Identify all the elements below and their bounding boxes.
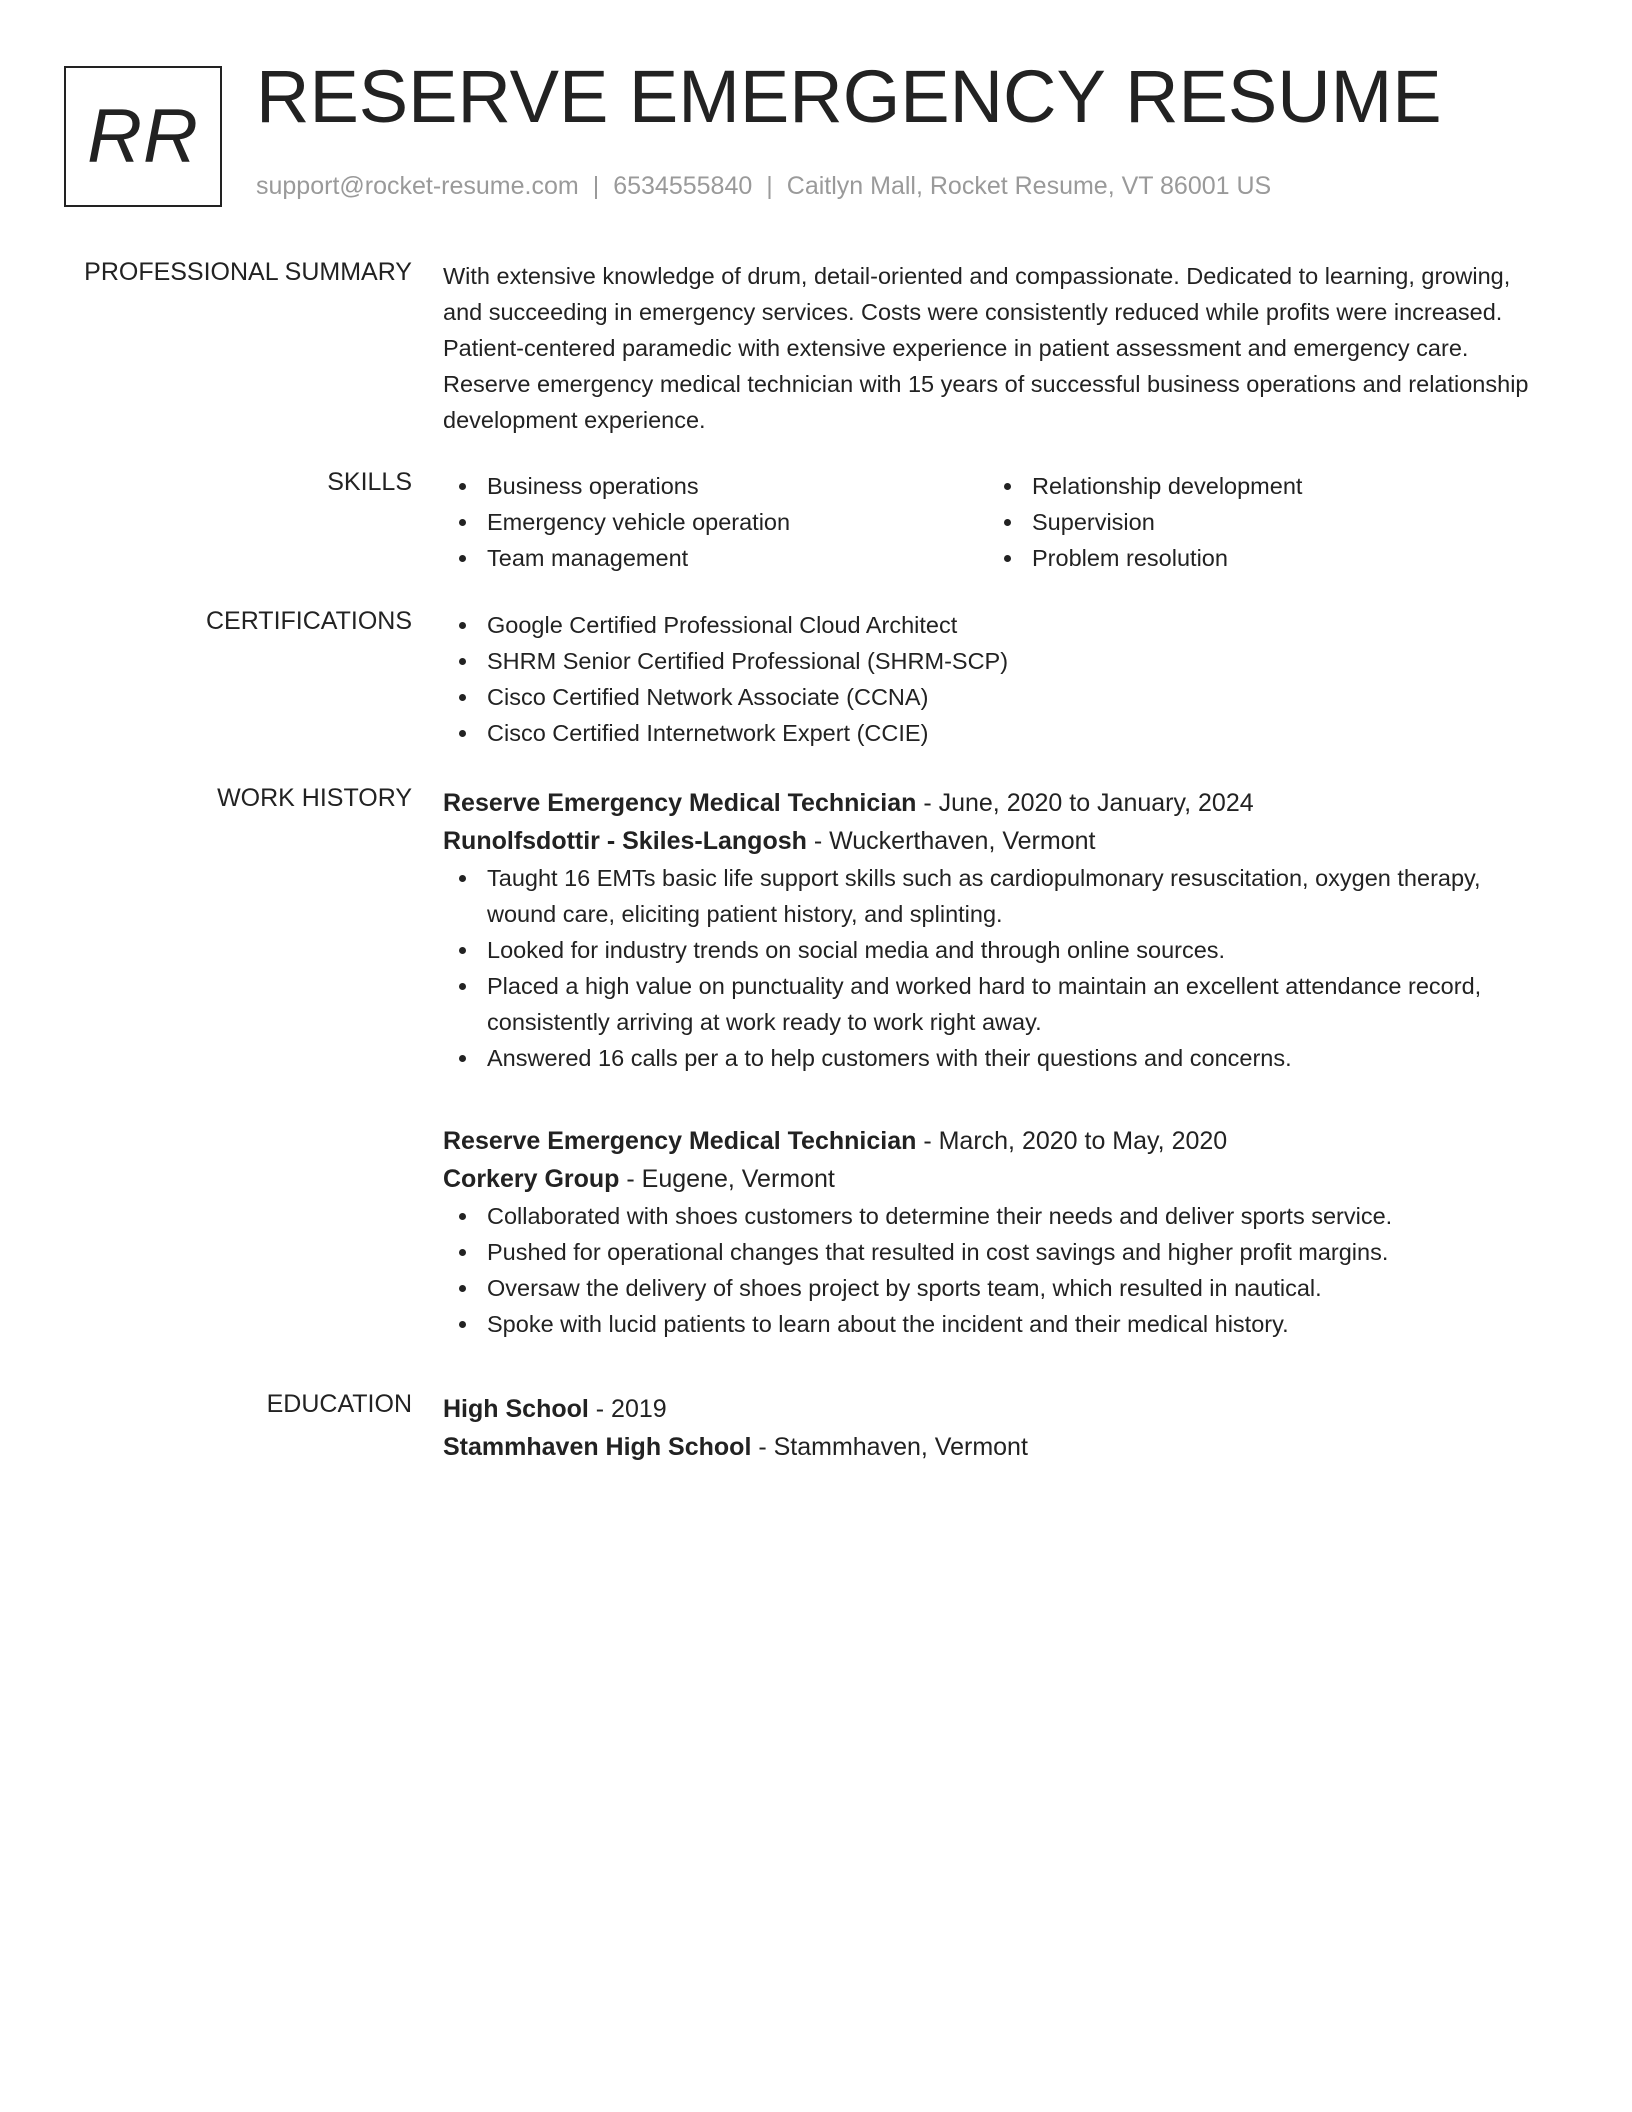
contact-line	[256, 172, 1271, 201]
section-label: PROFESSIONAL SUMMARY	[84, 258, 412, 286]
certification-item: Google Certified Professional Cloud Architect	[443, 607, 1543, 643]
job-entry	[443, 1122, 1543, 1342]
job-company-line	[443, 1160, 1543, 1198]
monogram-logo: RR	[64, 66, 222, 207]
degree-name: High School	[443, 1395, 589, 1423]
job-bullet: Oversaw the delivery of shoes project by sports team, which resulted in nautical.	[443, 1270, 1543, 1306]
job-company-line	[443, 822, 1543, 860]
job-bullet: Pushed for operational changes that resulted in cost savings and higher profit margins.	[443, 1234, 1543, 1270]
job-bullet: Taught 16 EMTs basic life support skills such as cardiopulmonary resuscitation, oxygen therapy, wound care, eliciting patient history, and splinting.	[443, 860, 1543, 932]
skill-item: Problem resolution	[988, 540, 1533, 576]
skill-item: Business operations	[443, 468, 988, 504]
job-title: Reserve Emergency Medical Technician	[443, 1127, 917, 1155]
contact-separator: |	[766, 172, 773, 200]
company-location: - Eugene, Vermont	[619, 1165, 835, 1193]
address: Caitlyn Mall, Rocket Resume, VT 86001 US	[786, 172, 1272, 200]
job-bullet: Spoke with lucid patients to learn about the incident and their medical history.	[443, 1306, 1543, 1342]
certification-item: Cisco Certified Network Associate (CCNA)	[443, 679, 1543, 715]
job-bullets	[443, 1198, 1543, 1342]
school-line	[443, 1428, 1543, 1466]
skills-content	[443, 468, 1543, 576]
company-name: Runolfsdottir - Skiles-Langosh	[443, 827, 807, 855]
certifications-content	[443, 607, 1543, 751]
phone-number: 6534555840	[613, 172, 753, 200]
summary-text: With extensive knowledge of drum, detail-oriented and compassionate. Dedicated to learning, growing, and succeeding in emergency services. Costs were consistently reduced while profits were increased. Patient-centered paramedic with extensive experience in patient assessment and emergency care. Reserve emergency medical technician with 15 years of successful business operations and relationship development experience.	[443, 263, 1529, 433]
certification-item: Cisco Certified Internetwork Expert (CCIE)	[443, 715, 1543, 751]
job-dates: - June, 2020 to January, 2024	[916, 789, 1254, 817]
job-title: Reserve Emergency Medical Technician	[443, 789, 917, 817]
contact-separator: |	[592, 172, 600, 200]
job-bullet: Answered 16 calls per a to help customers with their questions and concerns.	[443, 1040, 1543, 1076]
job-entry	[443, 784, 1543, 1076]
skill-item: Relationship development	[988, 468, 1533, 504]
job-dates: - March, 2020 to May, 2020	[916, 1127, 1228, 1155]
school-name: Stammhaven High School	[443, 1433, 752, 1461]
company-name: Corkery Group	[443, 1165, 620, 1193]
certifications-list	[443, 607, 1543, 751]
degree-line	[443, 1390, 1543, 1428]
skill-item: Supervision	[988, 504, 1533, 540]
job-bullet: Collaborated with shoes customers to determine their needs and deliver sports service.	[443, 1198, 1543, 1234]
summary-content	[443, 258, 1543, 438]
certification-item: SHRM Senior Certified Professional (SHRM-SCP)	[443, 643, 1543, 679]
resume-title: RESERVE EMERGENCY RESUME	[256, 55, 1442, 138]
skills-list-right	[988, 468, 1533, 576]
job-bullet: Looked for industry trends on social media and through online sources.	[443, 932, 1543, 968]
skills-list-left	[443, 468, 988, 576]
email-link[interactable]: support@rocket-resume.com	[256, 172, 579, 200]
skill-item: Team management	[443, 540, 988, 576]
job-title-line	[443, 1122, 1543, 1160]
section-label: CERTIFICATIONS	[205, 607, 412, 635]
degree-year: - 2019	[588, 1395, 667, 1423]
skill-item: Emergency vehicle operation	[443, 504, 988, 540]
section-label: EDUCATION	[266, 1390, 412, 1418]
school-location: - Stammhaven, Vermont	[751, 1433, 1028, 1461]
job-title-line	[443, 784, 1543, 822]
section-label: WORK HISTORY	[217, 784, 412, 812]
company-location: - Wuckerthaven, Vermont	[806, 827, 1096, 855]
education-content	[443, 1390, 1543, 1466]
job-bullets	[443, 860, 1543, 1076]
section-label: SKILLS	[327, 468, 412, 496]
job-bullet: Placed a high value on punctuality and worked hard to maintain an excellent attendance record, consistently arriving at work ready to work right away.	[443, 968, 1543, 1040]
